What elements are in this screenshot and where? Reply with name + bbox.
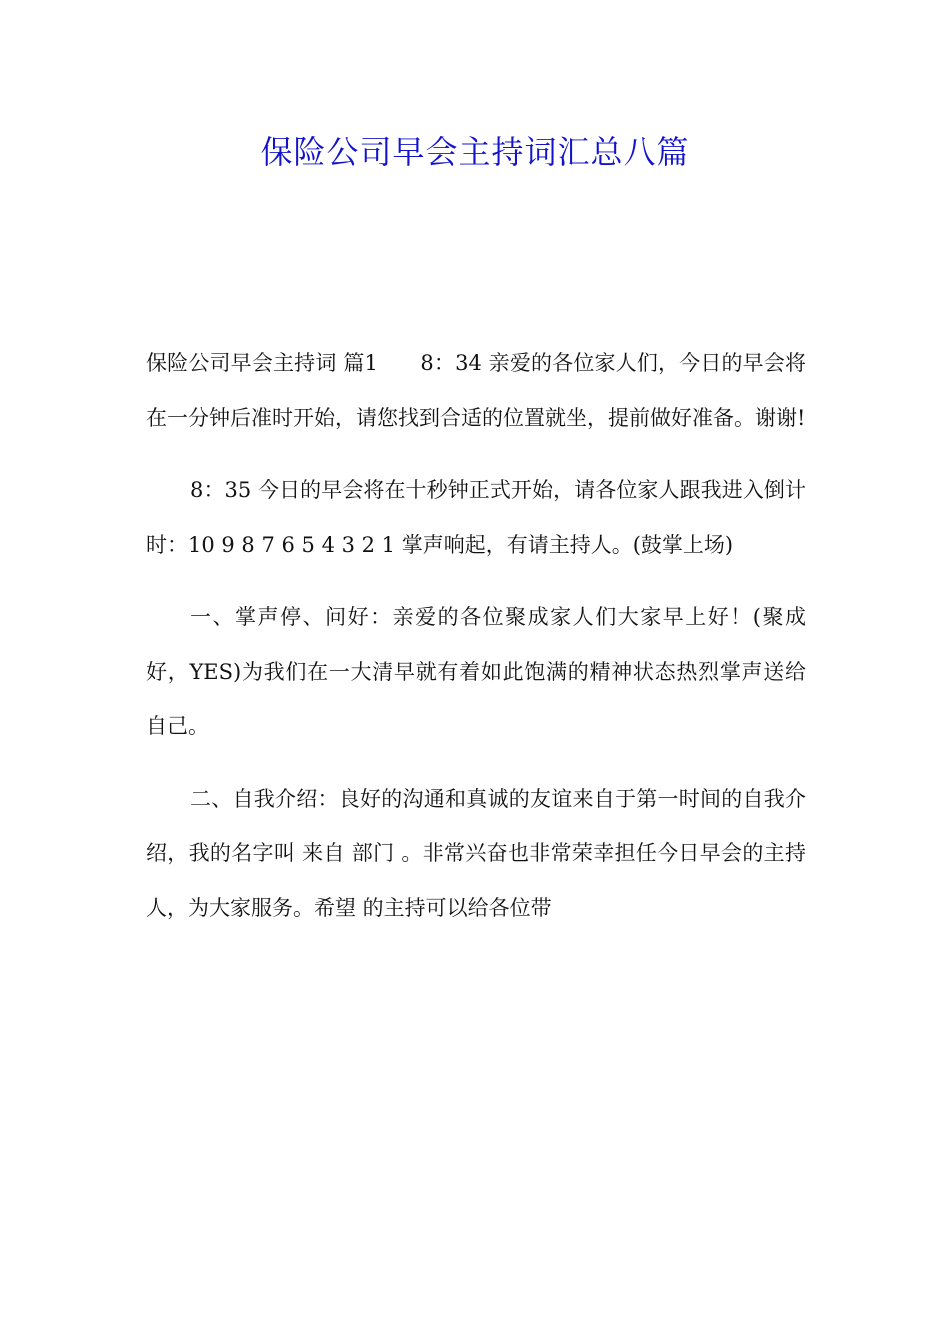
document-title: 保险公司早会主持词汇总八篇 [260, 133, 690, 171]
paragraph-3: 一、掌声停、问好：亲爱的各位聚成家人们大家早上好！(聚成好，YES)为我们在一大清早就有着如此饱满的精神状态热烈掌声送给自己。 [146, 605, 806, 738]
document-body [146, 336, 806, 953]
paragraph-1: 保险公司早会主持词 篇1 8：34 亲爱的各位家人们，今日的早会将在一分钟后准时开始，请您找到合适的位置就坐，提前做好准备。谢谢! [146, 351, 806, 430]
paragraph-2: 8：35 今日的早会将在十秒钟正式开始，请各位家人跟我进入倒计时：10 9 8 7 6 5 4 3 2 1 掌声响起，有请主持人。(鼓掌上场) [146, 478, 806, 557]
paragraph-4: 二、自我介绍：良好的沟通和真诚的友谊来自于第一时间的自我介绍，我的名字叫 来自 部门 。非常兴奋也非常荣幸担任今日早会的主持人，为大家服务。希望 的主持可以给各位带 [146, 786, 806, 920]
